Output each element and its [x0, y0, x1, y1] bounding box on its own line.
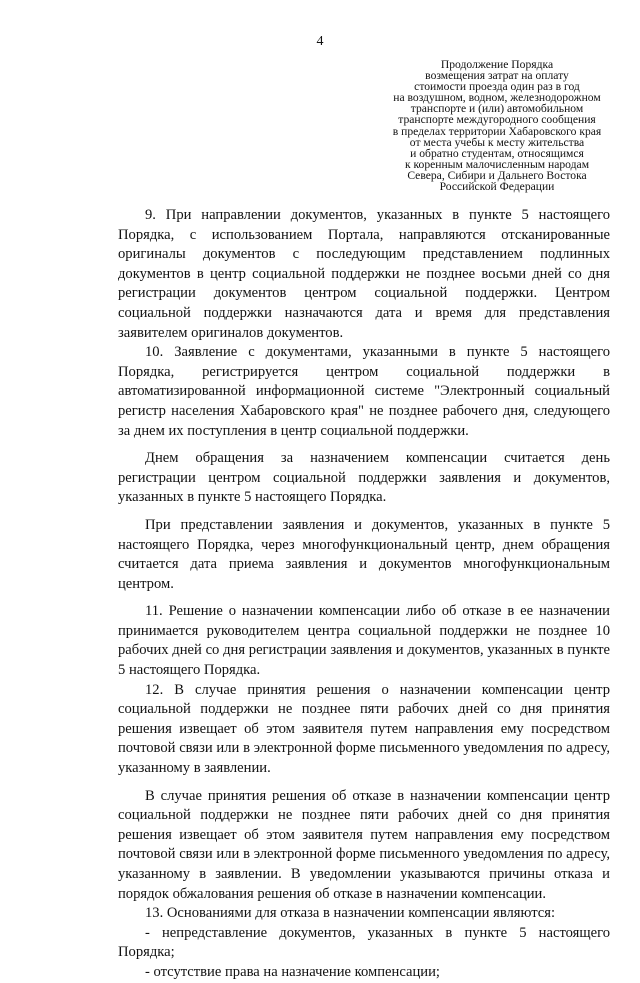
header-line: Севера, Сибири и Дальнего Востока	[407, 168, 587, 182]
header-line: транспорте междугородного сообщения	[398, 113, 596, 127]
page-number: 4	[316, 34, 324, 49]
paragraph-9: 9. При направлении документов, указанных в пункте 5 настоящего Порядка, с использованием Портала, направляются отсканированные оригиналы документов с последующим представлением подлинных документов в центр социальной поддержки не позднее восьми дней со дня регистрации документов центром социальной поддержки. Центром социальной поддержки назначаются дата и время для представления заявителем оригиналов документов.	[118, 207, 610, 341]
paragraph-13: 13. Основаниями для отказа в назначении компенсации являются:	[145, 905, 556, 922]
paragraph-mfc: При представлении заявления и документов, указанных в пункте 5 настоящего Порядка, через многофункциональный центр, днем обращения считается дата приема заявления и документов многофункциональным центром.	[118, 516, 610, 592]
header-line: возмещения затрат на оплату	[425, 69, 569, 83]
header-line: стоимости проезда один раз в год	[414, 80, 580, 94]
list-item-no-documents: - непредставление документов, указанных в пункте 5 настоящего Порядка;	[118, 924, 610, 961]
header-line: на воздушном, водном, железнодорожном	[393, 91, 601, 105]
paragraph-12: 12. В случае принятия решения о назначении компенсации центр социальной поддержки не позднее пяти рабочих дней со дня принятия решения извещает об этом заявителя путем направления ему посредством почтовой связи или в электронной форме письменного уведомления по адресу, указанному в заявлении.	[118, 681, 610, 777]
document-body	[118, 206, 610, 983]
header-line: транспорте и (или) автомобильном	[410, 102, 584, 116]
document-header	[372, 59, 622, 192]
paragraph-10: 10. Заявление с документами, указанными в пункте 5 настоящего Порядка, регистрируется центром социальной поддержки в автоматизированной информационной системе "Электронный социальный регистр населения Хабаровского края" не позднее рабочего дня, следующего за днем их поступления в центр социальной поддержки.	[118, 344, 610, 439]
header-line: в пределах территории Хабаровского края	[392, 124, 602, 138]
paragraph-11: 11. Решение о назначении компенсации либо об отказе в ее назначении принимается руководителем центра социальной поддержки не позднее 10 рабочих дней со дня регистрации заявления и документов, указанных в пункте 5 настоящего Порядка.	[118, 603, 610, 679]
header-line: Продолжение Порядка	[440, 58, 554, 71]
header-line: к коренным малочисленным народам	[404, 157, 590, 171]
list-item-no-right: - отсутствие права на назначение компенсации;	[145, 963, 440, 980]
header-line: и обратно студентам, относящимся	[410, 146, 584, 160]
header-line: от места учебы к месту жительства	[409, 135, 585, 149]
paragraph-refusal: В случае принятия решения об отказе в назначении компенсации центр социальной поддержки не позднее пяти рабочих дней со дня принятия решения извещает об этом заявителя путем направления ему посредством почтовой связи или в электронной форме письменного уведомления по адресу, указанному в заявлении. В уведомлении указываются причины отказа и порядок обжалования решения об отказе в назначении компенсации.	[118, 787, 610, 902]
paragraph-application-day: Днем обращения за назначением компенсации считается день регистрации центром социальной поддержки заявления и документов, указанных в пункте 5 настоящего Порядка.	[118, 450, 610, 506]
header-line: Российской Федерации	[439, 180, 555, 194]
